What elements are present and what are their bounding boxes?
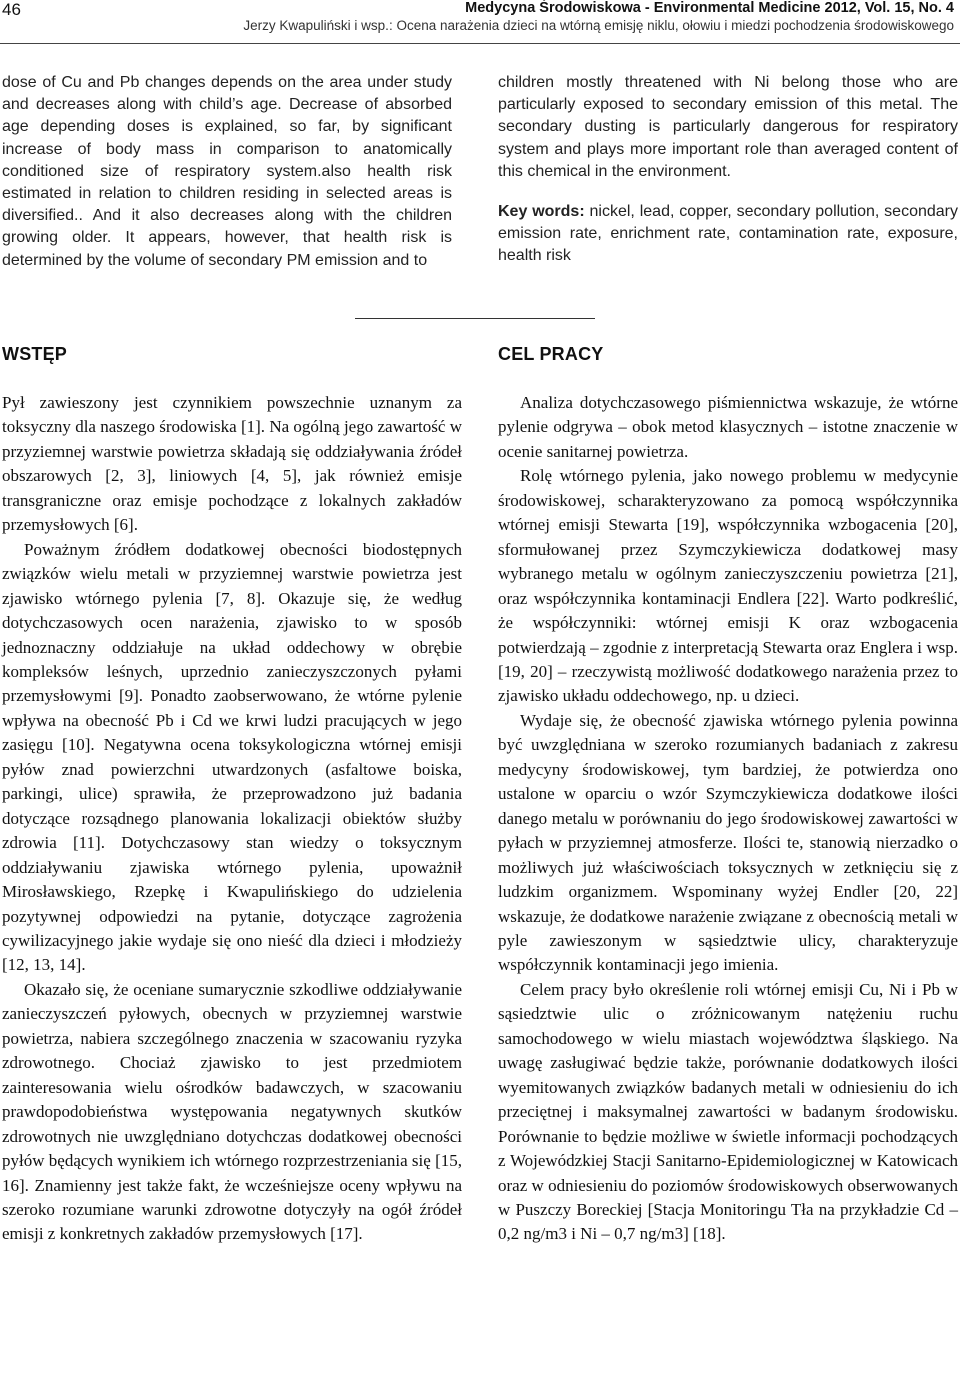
paragraph: Rolę wtórnego pylenia, jako nowego problemu w medycynie środowiskowej, scharakteryzowano za pomocą współczynnika wtórnej emisji Stewarta [19], współczynnika wzbogacenia [20], sformułowanej przez Szymczykiewicza dodatkowej masy wybranego metalu w ogólnym zanieczyszczeniu powietrza [21], oraz współczynnika kontaminacji Endlera [22]. Warto podkreślić, że współczynniki: wtórnej emisji K oraz wzbogacenia potwierdzają – zgodnie z interpretacją Stewarta oraz Englera i wsp. [19, 20] – rzeczywistą możliwość dodatkowego narażenia przez to zjawisko układu oddechowego, np. u dzieci. — [498, 466, 958, 706]
abstract-left-text: dose of Cu and Pb changes depends on the area under study and decreases along with child’s age. Decrease of absorbed age depending doses is explained, so far, by significant increase of body mass in comparison to anatomically conditioned size of respiratory system.also health risk estimated in relation to children residing in selected areas is diversified.. And it also decreases along with the children growing older. It appears, however, that health risk is determined by the volume of secondary PM emission and to — [2, 74, 452, 269]
abstract-divider — [355, 318, 595, 319]
keywords — [498, 201, 958, 268]
paragraph: Celem pracy było określenie roli wtórnej emisji Cu, Ni i Pb w sąsiedztwie ulic o zróżnicowanym natężeniu ruchu samochodowego w wielu miastach województwa śląskiego. Na uwagę zasługiwać będzie także, porównanie dodatkowych ilości wyemitowanych związków badanych metali w odniesieniu do ich przeciętnej i maksymalnej zawartości w badanym środowisku. Porównanie to będzie możliwe w świetle informacji pochodzących z Wojewódzkiej Stacji Sanitarno-Epidemiologicznej w Katowicach oraz w odniesieniu do poziomów środowiskowych obserwowanych w Puszczy Boreckiej [Stacja Monitoringu Tła na przykładzie Cd – 0,2 ng/m3 i Ni – 0,7 ng/m3] [18]. — [498, 979, 958, 1244]
paragraph: Poważnym źródłem dodatkowej obecności biodostępnych związków wielu metali w przyziemnej warstwie powietrza jest zjawisko wtórnego pylenia [7, 8]. Okazuje się, że według dotychczasowych ocen narażenia, zjawisko to w sposób jednoznaczny oddziałuje na układ oddechowy w obrębie kompleksów leśnych, uprzednio zanieczyszczonych pyłami przemysłowymi [9]. Ponadto zaobserwowano, że wtórne pylenie wpływa na obecność Pb i Cd we krwi ludzi pracujących w jego zasięgu [10]. Negatywna ocena toksykologiczna wtórnej emisji pyłów znad powierzchni utwardzonych (asfaltowe boiska, parkingi, ulice) sprawiła, że przeprowadzono już badania dotyczące rozsądnego planowania lokalizacji obiektów służby zdrowia [11]. Dotychczasowy stan wiedzy o toksycznym oddziaływaniu zjawiska wtórnego pylenia, upoważnił Mirosławskiego, Rzepkę i Kwapulińskiego do udzielenia pozytywnej odpowiedzi na pytanie, dotyczące zagrożenia cywilizacyjnego jakie wydaje się ono nieść dla dzieci i młodzieży [12, 13, 14]. — [2, 539, 462, 975]
body-right-column — [498, 391, 958, 1247]
paragraph: Pył zawieszony jest czynnikiem powszechnie uznanym za toksyczny dla naszego środowiska [1]. Na ogólną jego zawartość w przyziemnej warstwie powietrza składają się oddziaływania źródeł obszarowych [2, 3], liniowych [4, 5], jak również emisje transgraniczne oraz emisje pochodzące z lokalnych zakładów przemysłowych [6]. — [2, 393, 462, 535]
paragraph: Analiza dotychczasowego piśmiennictwa wskazuje, że wtórne pylenie odgrywa – obok metod klasycznych – istotne znaczenie w ocenie sanitarnej powietrza. — [498, 393, 958, 461]
journal-title: Medycyna Środowiskowa - Environmental Medicine 2012, Vol. 15, No. 4 — [465, 0, 954, 16]
section-heading-aim: CEL PRACY — [498, 344, 604, 364]
running-title: Jerzy Kwapuliński i wsp.: Ocena narażenia dzieci na wtórną emisję niklu, ołowiu i miedzi pochodzenia środowiskowego — [243, 18, 954, 33]
paragraph: Okazało się, że oceniane sumarycznie szkodliwe oddziaływanie zanieczyszczeń pyłowych, obecnych w przyziemnej warstwie powietrza, nabiera szczególnego znaczenia w szacowaniu ryzyka zdrowotnego. Chociaż zjawisko to jest przedmiotem zainteresowania wielu ośrodków badawczych, w szacowaniu prawdopodobieństwa występowania negatywnych skutków zdrowotnych nie uwzględniano dotychczas dodatkowej obecności pyłów będących wynikiem ich wtórnego rozprzestrzeniania się [15, 16]. Znamienny jest także fakt, że wcześniejsze oceny wpływu na szeroko rozumiane warunki zdrowotne dotyczyły na ogół źródeł emisji z konkretnych zakładów przemysłowych [17]. — [2, 979, 462, 1244]
header-divider — [0, 43, 960, 44]
body-left-column — [2, 391, 462, 1247]
abstract-left-column — [2, 72, 452, 272]
paragraph: Wydaje się, że obecność zjawiska wtórnego pylenia powinna być uwzględniana w szeroko rozumianych badaniach z zakresu medycyny środowiskowej, tym bardziej, że potwierdza ono ustalone w oparciu o wzór Szymczykiewicza dodatkowe ilości danego metalu w porównaniu do jego środowiskowej zawartości w pyłach w przyziemnej atmosferze. Ilości te, stanowią nierzadko o możliwych już właściwościach toksycznych w zetknięciu się z ludzkim organizmem. Wspominany wyżej Endler [20, 22] wskazuje, że dodatkowe narażenie związane z obecnością metali w pyle zawieszonym w sąsiedztwie ulicy, charakteryzuje współczynnik kontaminacji jego imienia. — [498, 710, 958, 975]
section-heading-intro: WSTĘP — [2, 344, 68, 364]
keywords-label: Key words: — [498, 203, 585, 221]
abstract-right-column — [498, 72, 958, 268]
abstract-right-text: children mostly threatened with Ni belong those who are particularly exposed to secondary emission of this metal. The secondary dusting is particularly dangerous for respiratory system and plays more important role than averaged content of this chemical in the environment. — [498, 74, 958, 180]
keywords-text: nickel, lead, copper, secondary pollution, secondary emission rate, enrichment rate, contamination rate, exposure, health risk — [498, 203, 958, 265]
page-number: 46 — [2, 0, 21, 19]
